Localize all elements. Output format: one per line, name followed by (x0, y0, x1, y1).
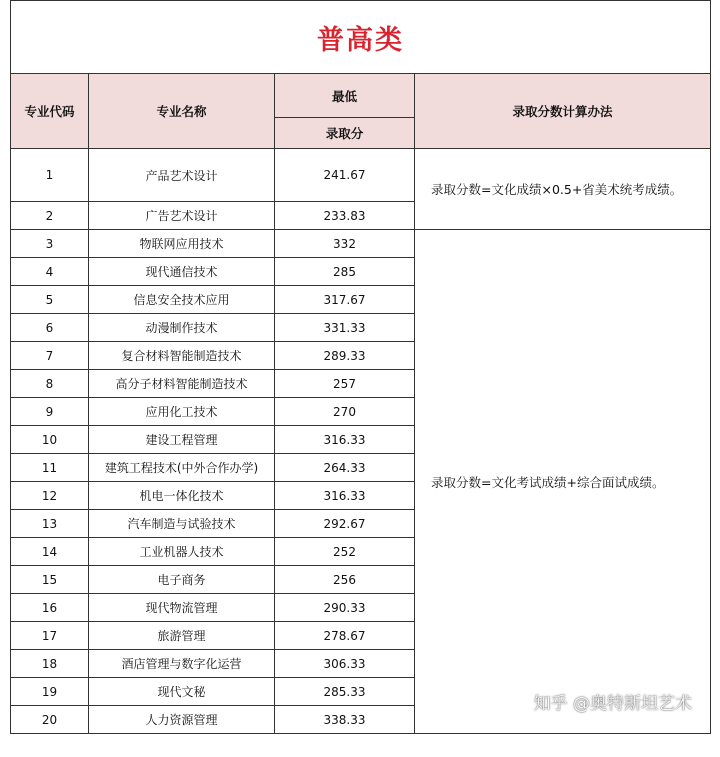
cell-score: 256 (275, 566, 415, 594)
cell-score: 316.33 (275, 482, 415, 510)
header-code: 专业代码 (11, 74, 89, 149)
cell-name: 酒店管理与数字化运营 (89, 650, 275, 678)
cell-score: 316.33 (275, 426, 415, 454)
cell-code: 9 (11, 398, 89, 426)
cell-code: 5 (11, 286, 89, 314)
cell-score: 257 (275, 370, 415, 398)
cell-name: 电子商务 (89, 566, 275, 594)
cell-code: 19 (11, 678, 89, 706)
cell-score: 241.67 (275, 149, 415, 202)
cell-code: 11 (11, 454, 89, 482)
cell-name: 机电一体化技术 (89, 482, 275, 510)
cell-score: 292.67 (275, 510, 415, 538)
cell-score: 338.33 (275, 706, 415, 734)
cell-score: 331.33 (275, 314, 415, 342)
table-title: 普高类 (11, 1, 711, 74)
cell-name: 人力资源管理 (89, 706, 275, 734)
cell-code: 20 (11, 706, 89, 734)
cell-code: 17 (11, 622, 89, 650)
cell-score: 252 (275, 538, 415, 566)
cell-code: 7 (11, 342, 89, 370)
cell-code: 1 (11, 149, 89, 202)
cell-score: 332 (275, 230, 415, 258)
cell-name: 旅游管理 (89, 622, 275, 650)
cell-score: 306.33 (275, 650, 415, 678)
cell-code: 15 (11, 566, 89, 594)
cell-score: 278.67 (275, 622, 415, 650)
cell-name: 高分子材料智能制造技术 (89, 370, 275, 398)
cell-score: 289.33 (275, 342, 415, 370)
cell-name: 建筑工程技术(中外合作办学) (89, 454, 275, 482)
cell-code: 2 (11, 202, 89, 230)
cell-score: 290.33 (275, 594, 415, 622)
cell-code: 3 (11, 230, 89, 258)
cell-name: 现代通信技术 (89, 258, 275, 286)
cell-score: 285 (275, 258, 415, 286)
cell-code: 6 (11, 314, 89, 342)
cell-code: 4 (11, 258, 89, 286)
header-method: 录取分数计算办法 (415, 74, 711, 149)
admission-table-sheet (10, 0, 710, 734)
cell-score: 270 (275, 398, 415, 426)
cell-score: 264.33 (275, 454, 415, 482)
header-min-score-bottom: 录取分 (275, 118, 415, 149)
watermark: 知乎 @奥特斯坦艺术 (533, 694, 692, 714)
cell-name: 动漫制作技术 (89, 314, 275, 342)
cell-name: 现代物流管理 (89, 594, 275, 622)
cell-method-interview: 录取分数=文化考试成绩+综合面试成绩。 (415, 230, 711, 734)
cell-name: 广告艺术设计 (89, 202, 275, 230)
cell-code: 10 (11, 426, 89, 454)
cell-name: 应用化工技术 (89, 398, 275, 426)
cell-code: 13 (11, 510, 89, 538)
cell-code: 18 (11, 650, 89, 678)
header-min-score-top: 最低 (275, 74, 415, 118)
cell-name: 汽车制造与试验技术 (89, 510, 275, 538)
cell-name: 工业机器人技术 (89, 538, 275, 566)
cell-method-art: 录取分数=文化成绩×0.5+省美术统考成绩。 (415, 149, 711, 230)
table-row (11, 149, 711, 202)
cell-name: 复合材料智能制造技术 (89, 342, 275, 370)
cell-name: 现代文秘 (89, 678, 275, 706)
header-name: 专业名称 (89, 74, 275, 149)
cell-code: 8 (11, 370, 89, 398)
cell-name: 信息安全技术应用 (89, 286, 275, 314)
cell-name: 建设工程管理 (89, 426, 275, 454)
cell-code: 14 (11, 538, 89, 566)
cell-code: 16 (11, 594, 89, 622)
cell-name: 物联网应用技术 (89, 230, 275, 258)
cell-name: 产品艺术设计 (89, 149, 275, 202)
cell-code: 12 (11, 482, 89, 510)
cell-score: 285.33 (275, 678, 415, 706)
cell-score: 233.83 (275, 202, 415, 230)
cell-score: 317.67 (275, 286, 415, 314)
admission-score-table (10, 0, 711, 734)
table-row (11, 230, 711, 258)
